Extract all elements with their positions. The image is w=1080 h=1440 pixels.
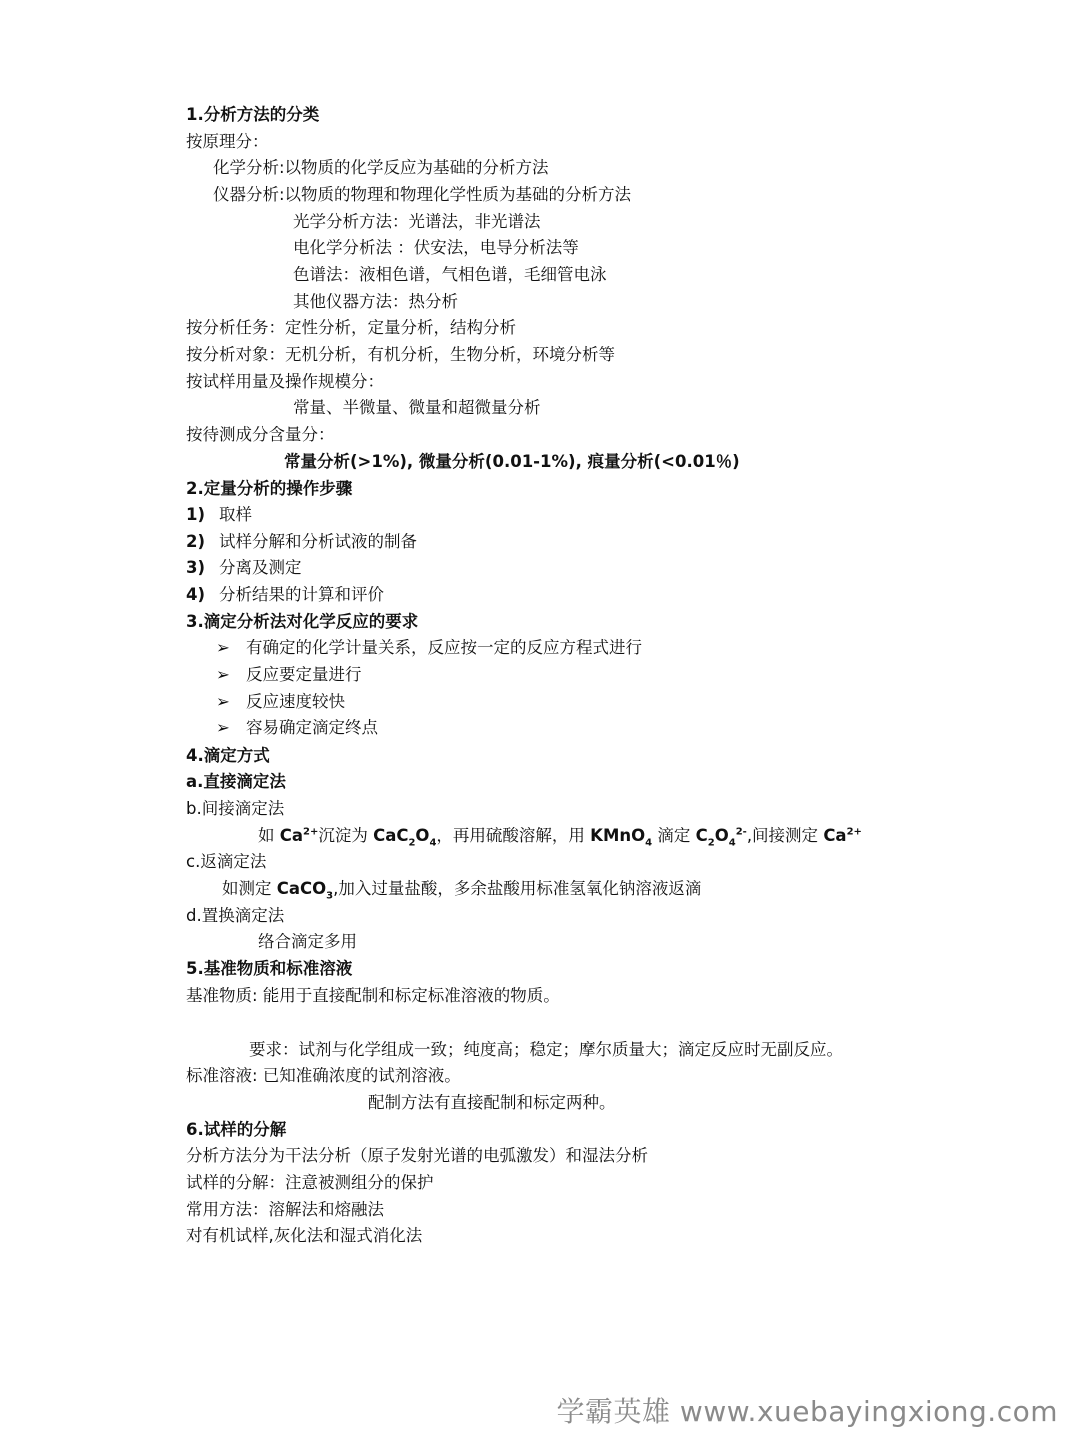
section-3-title: 3.滴定分析法对化学反应的要求 <box>186 612 419 631</box>
standard-solution: 标准溶液: 已知准确浓度的试剂溶液。 <box>186 1066 461 1085</box>
direct-titration-label: a.直接滴定法 <box>186 772 286 791</box>
by-sample-scale: 按试样用量及操作规模分： <box>186 372 384 391</box>
back-titration-label: c.返滴定法 <box>186 852 267 871</box>
arrow-bullet-icon: ➢ <box>216 638 230 657</box>
decomposition-line: 试样的分解：注意被测组分的保护 <box>186 1173 434 1192</box>
by-principle: 按原理分： <box>186 132 269 151</box>
preparation-methods: 配制方法有直接配制和标定两种。 <box>368 1093 616 1112</box>
section-6-title: 6.试样的分解 <box>186 1120 287 1139</box>
decomposition-line: 对有机试样,灰化法和湿式消化法 <box>186 1226 423 1245</box>
back-titration <box>186 852 266 872</box>
chemical-analysis: 化学分析:以物质的化学反应为基础的分析方法 <box>213 158 549 177</box>
decomposition-line: 分析方法分为干法分析（原子发射光谱的电弧激发）和湿法分析 <box>186 1146 648 1165</box>
section-2-title: 2.定量分析的操作步骤 <box>186 479 353 498</box>
step-item <box>186 532 417 552</box>
step-text: 分离及测定 <box>219 558 302 577</box>
step-item <box>186 585 384 605</box>
step-number: 2) <box>186 532 206 551</box>
back-titration-example: 如测定 CaCO$_3$,加入过量盐酸，多余盐酸用标准氢氧化钠溶液返滴 <box>222 879 702 902</box>
electrochemical-methods: 电化学分析法 ：伏安法，电导分析法等 <box>293 238 579 257</box>
primary-standard: 基准物质: 能用于直接配制和标定标准溶液的物质。 <box>186 986 560 1005</box>
section-4-title: 4.滴定方式 <box>186 746 270 765</box>
requirement-text: 容易确定滴定终点 <box>246 718 378 737</box>
step-text: 取样 <box>219 505 252 524</box>
requirement-item <box>216 718 378 738</box>
requirement-item <box>216 692 345 712</box>
displacement-titration-example: 络合滴定多用 <box>258 932 357 951</box>
requirement-text: 反应速度较快 <box>246 692 345 711</box>
content-items: 常量分析(>1%), 微量分析(0.01-1%), 痕量分析(<0.01％) <box>284 452 740 471</box>
step-number: 3) <box>186 558 206 577</box>
chromatography: 色谱法：液相色谱，气相色谱，毛细管电泳 <box>293 265 607 284</box>
primary-standard-requirements: 要求：试剂与化学组成一致；纯度高；稳定；摩尔质量大；滴定反应时无副反应。 <box>249 1040 843 1059</box>
sample-scale-items: 常量、半微量、微量和超微量分析 <box>293 398 541 417</box>
step-number: 1) <box>186 505 206 524</box>
by-task: 按分析任务：定性分析，定量分析，结构分析 <box>186 318 516 337</box>
requirement-text: 反应要定量进行 <box>246 665 362 684</box>
displacement-titration-label: d.置换滴定法 <box>186 906 285 925</box>
arrow-bullet-icon: ➢ <box>216 692 230 711</box>
instrumental-analysis: 仪器分析:以物质的物理和物理化学性质为基础的分析方法 <box>213 185 632 204</box>
requirement-item <box>216 665 362 685</box>
direct-titration <box>186 772 286 792</box>
step-text: 分析结果的计算和评价 <box>219 585 384 604</box>
requirement-item <box>216 638 642 658</box>
indirect-titration <box>186 799 284 819</box>
indirect-titration-example: 如 $Ca^{2+}$沉淀为 $CaC_2O_4$，再用硫酸溶解，用 KMnO$_4$ 滴定 $C_2O_4^{2-}$,间接测定 $Ca^{2+}$ <box>258 826 862 849</box>
arrow-bullet-icon: ➢ <box>216 718 230 737</box>
site-watermark: 学霸英雄 www.xuebayingxiong.com <box>556 1395 1058 1428</box>
arrow-bullet-icon: ➢ <box>216 665 230 684</box>
optical-methods: 光学分析方法：光谱法，非光谱法 <box>293 212 541 231</box>
other-instrument-methods: 其他仪器方法：热分析 <box>293 292 458 311</box>
section-5-title: 5.基准物质和标准溶液 <box>186 959 353 978</box>
step-number: 4) <box>186 585 206 604</box>
by-object: 按分析对象：无机分析，有机分析，生物分析，环境分析等 <box>186 345 615 364</box>
step-item <box>186 558 302 578</box>
decomposition-line: 常用方法：溶解法和熔融法 <box>186 1200 384 1219</box>
requirement-text: 有确定的化学计量关系，反应按一定的反应方程式进行 <box>246 638 642 657</box>
by-content: 按待测成分含量分： <box>186 425 335 444</box>
step-text: 试样分解和分析试液的制备 <box>219 532 417 551</box>
indirect-titration-label: b.间接滴定法 <box>186 799 285 818</box>
step-item <box>186 505 252 525</box>
displacement-titration <box>186 906 284 926</box>
section-1-title: 1.分析方法的分类 <box>186 105 320 124</box>
